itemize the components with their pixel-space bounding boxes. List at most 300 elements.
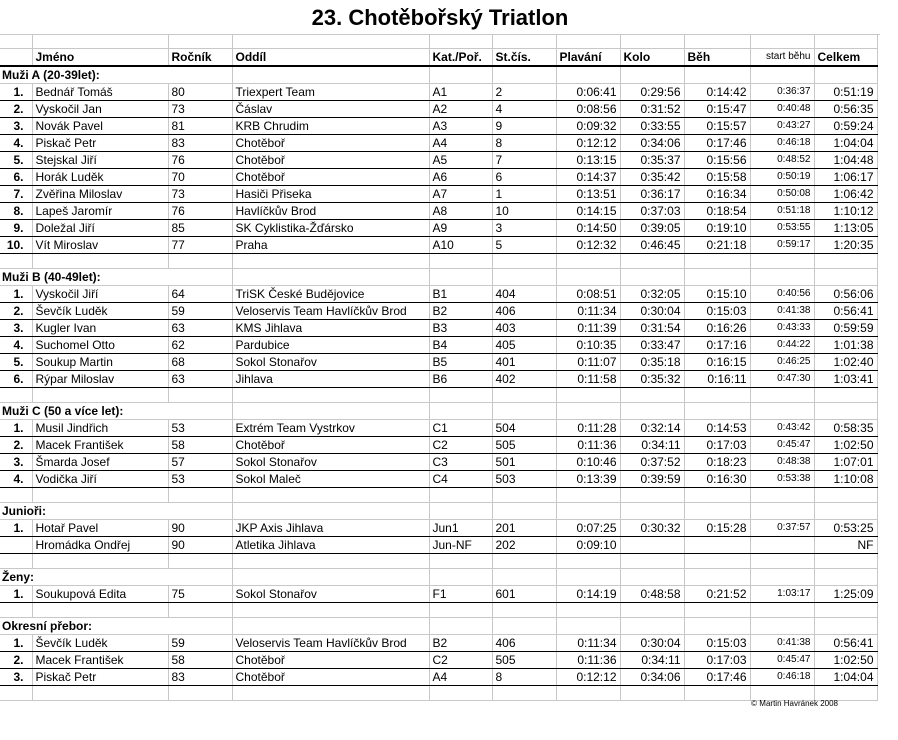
- start-number-cell: 8: [492, 135, 556, 152]
- empty-cell: [750, 554, 814, 569]
- empty-cell: [750, 488, 814, 503]
- club-cell: Triexpert Team: [232, 84, 429, 101]
- run-start-cell: 0:50:08: [750, 186, 814, 203]
- swim-time-cell: 0:11:07: [556, 354, 620, 371]
- swim-time-cell: 0:14:37: [556, 169, 620, 186]
- club-cell: Chotěboř: [232, 152, 429, 169]
- empty-cell: [232, 618, 429, 635]
- club-cell: SK Cyklistika-Žďársko: [232, 220, 429, 237]
- empty-cell: [750, 403, 814, 420]
- total-time-cell: 1:13:05: [814, 220, 877, 237]
- category-cell: B5: [429, 354, 492, 371]
- section-heading-row: [0, 66, 877, 84]
- rank-cell: 1.: [0, 520, 32, 537]
- empty-cell: [556, 503, 620, 520]
- name-cell: Ševčík Luděk: [32, 303, 168, 320]
- spacer-row: [0, 388, 877, 403]
- run-start-cell: 0:50:19: [750, 169, 814, 186]
- swim-time-cell: 0:14:15: [556, 203, 620, 220]
- empty-cell: [232, 569, 429, 586]
- run-start-cell: 0:41:38: [750, 635, 814, 652]
- empty-cell: [492, 254, 556, 269]
- total-time-cell: 1:02:50: [814, 437, 877, 454]
- year-cell: 58: [168, 437, 232, 454]
- rank-cell: 1.: [0, 420, 32, 437]
- total-time-cell: 1:06:17: [814, 169, 877, 186]
- category-cell: A4: [429, 669, 492, 686]
- start-number-cell: 6: [492, 169, 556, 186]
- club-cell: Praha: [232, 237, 429, 254]
- empty-cell: [620, 503, 684, 520]
- empty-cell: [168, 254, 232, 269]
- section-title: Muži A (20-39let):: [0, 66, 232, 84]
- year-cell: 63: [168, 320, 232, 337]
- table-row: [0, 635, 877, 652]
- run-time-cell: 0:21:18: [684, 237, 750, 254]
- bike-time-cell: 0:30:04: [620, 635, 684, 652]
- name-cell: Macek František: [32, 652, 168, 669]
- section-heading-row: [0, 269, 877, 286]
- run-start-cell: 1:03:17: [750, 586, 814, 603]
- category-cell: C2: [429, 437, 492, 454]
- table-row: [0, 520, 877, 537]
- empty-cell: [684, 503, 750, 520]
- club-cell: Pardubice: [232, 337, 429, 354]
- name-cell: Vít Miroslav: [32, 237, 168, 254]
- run-start-cell: 0:45:47: [750, 437, 814, 454]
- run-start-cell: 0:40:56: [750, 286, 814, 303]
- empty-cell: [168, 488, 232, 503]
- table-row: [0, 420, 877, 437]
- empty-cell: [32, 254, 168, 269]
- spacer-row: [0, 254, 877, 269]
- run-start-cell: 0:44:22: [750, 337, 814, 354]
- bike-time-cell: 0:30:32: [620, 520, 684, 537]
- table-row: [0, 203, 877, 220]
- swim-time-cell: 0:11:36: [556, 437, 620, 454]
- start-number-cell: 505: [492, 652, 556, 669]
- empty-cell: [429, 618, 492, 635]
- empty-cell: [232, 66, 429, 84]
- empty-cell: [556, 254, 620, 269]
- bike-time-cell: 0:31:52: [620, 101, 684, 118]
- empty-cell: [429, 269, 492, 286]
- total-time-cell: 0:56:35: [814, 101, 877, 118]
- empty-cell: [684, 403, 750, 420]
- bike-time-cell: 0:29:56: [620, 84, 684, 101]
- start-number-cell: 406: [492, 635, 556, 652]
- empty-cell: [814, 488, 877, 503]
- empty-cell: [620, 603, 684, 618]
- club-cell: JKP Axis Jihlava: [232, 520, 429, 537]
- name-cell: Lapeš Jaromír: [32, 203, 168, 220]
- empty-cell: [0, 603, 32, 618]
- name-cell: Doležal Jiří: [32, 220, 168, 237]
- start-number-cell: 8: [492, 669, 556, 686]
- start-number-cell: 4: [492, 101, 556, 118]
- table-row: [0, 354, 877, 371]
- category-cell: C1: [429, 420, 492, 437]
- empty-cell: [556, 488, 620, 503]
- rank-cell: 2.: [0, 101, 32, 118]
- start-number-cell: 601: [492, 586, 556, 603]
- empty-cell: [429, 569, 492, 586]
- total-time-cell: 0:58:35: [814, 420, 877, 437]
- rank-cell: 3.: [0, 669, 32, 686]
- run-time-cell: 0:15:47: [684, 101, 750, 118]
- run-time-cell: 0:15:10: [684, 286, 750, 303]
- rank-cell: 2.: [0, 303, 32, 320]
- empty-cell: [684, 388, 750, 403]
- empty-cell: [429, 403, 492, 420]
- bike-time-cell: 0:36:17: [620, 186, 684, 203]
- club-cell: Chotěboř: [232, 135, 429, 152]
- total-time-cell: 1:01:38: [814, 337, 877, 354]
- swim-time-cell: 0:11:39: [556, 320, 620, 337]
- run-start-cell: 0:45:47: [750, 652, 814, 669]
- section-title: Okresní přebor:: [0, 618, 232, 635]
- rank-cell: 2.: [0, 652, 32, 669]
- swim-time-cell: 0:14:19: [556, 586, 620, 603]
- run-start-cell: 0:43:33: [750, 320, 814, 337]
- name-cell: Rýpar Miloslav: [32, 371, 168, 388]
- empty-cell: [684, 686, 750, 701]
- empty-cell: [492, 503, 556, 520]
- empty-cell: [232, 488, 429, 503]
- name-cell: Vyskočil Jan: [32, 101, 168, 118]
- swim-time-cell: 0:11:36: [556, 652, 620, 669]
- run-time-cell: 0:17:03: [684, 437, 750, 454]
- header-category: Kat./Poř.: [429, 49, 492, 67]
- rank-cell: 7.: [0, 186, 32, 203]
- table-row: [0, 237, 877, 254]
- category-cell: A4: [429, 135, 492, 152]
- table-row: [0, 337, 877, 354]
- category-cell: B2: [429, 303, 492, 320]
- total-time-cell: 1:20:35: [814, 237, 877, 254]
- bike-time-cell: 0:32:14: [620, 420, 684, 437]
- header-run-start: start běhu: [750, 49, 814, 67]
- name-cell: Horák Luděk: [32, 169, 168, 186]
- swim-time-cell: 0:12:12: [556, 669, 620, 686]
- bike-time-cell: 0:46:45: [620, 237, 684, 254]
- empty-cell: [750, 254, 814, 269]
- table-row: [0, 437, 877, 454]
- table-row: [0, 101, 877, 118]
- empty-cell: [168, 603, 232, 618]
- header-run: Běh: [684, 49, 750, 67]
- total-time-cell: 0:59:24: [814, 118, 877, 135]
- empty-cell: [620, 388, 684, 403]
- total-time-cell: 1:06:42: [814, 186, 877, 203]
- name-cell: Vodička Jiří: [32, 471, 168, 488]
- rank-cell: 6.: [0, 169, 32, 186]
- swim-time-cell: 0:13:39: [556, 471, 620, 488]
- swim-time-cell: 0:10:46: [556, 454, 620, 471]
- club-cell: Jihlava: [232, 371, 429, 388]
- empty-cell: [684, 269, 750, 286]
- start-number-cell: 7: [492, 152, 556, 169]
- total-time-cell: 1:04:48: [814, 152, 877, 169]
- swim-time-cell: 0:11:34: [556, 303, 620, 320]
- empty-cell: [32, 554, 168, 569]
- empty-cell: [0, 488, 32, 503]
- rank-cell: 3.: [0, 118, 32, 135]
- name-cell: Piskač Petr: [32, 669, 168, 686]
- table-row: [0, 84, 877, 101]
- year-cell: 57: [168, 454, 232, 471]
- name-cell: Bednář Tomáš: [32, 84, 168, 101]
- start-number-cell: 1: [492, 186, 556, 203]
- spacer-row: [0, 488, 877, 503]
- start-number-cell: 504: [492, 420, 556, 437]
- run-start-cell: 0:53:38: [750, 471, 814, 488]
- run-time-cell: 0:15:03: [684, 303, 750, 320]
- run-start-cell: 0:40:48: [750, 101, 814, 118]
- table-row: [0, 320, 877, 337]
- name-cell: Hromádka Ondřej: [32, 537, 168, 554]
- year-cell: 64: [168, 286, 232, 303]
- run-time-cell: 0:15:57: [684, 118, 750, 135]
- bike-time-cell: [620, 537, 684, 554]
- swim-time-cell: 0:09:10: [556, 537, 620, 554]
- year-cell: 53: [168, 420, 232, 437]
- empty-cell: [620, 403, 684, 420]
- empty-cell: [750, 388, 814, 403]
- year-cell: 62: [168, 337, 232, 354]
- start-number-cell: 505: [492, 437, 556, 454]
- swim-time-cell: 0:08:56: [556, 101, 620, 118]
- run-start-cell: 0:43:42: [750, 420, 814, 437]
- empty-cell: [750, 603, 814, 618]
- empty-cell: [32, 686, 168, 701]
- swim-time-cell: 0:11:58: [556, 371, 620, 388]
- section-title: Junioři:: [0, 503, 232, 520]
- bike-time-cell: 0:35:18: [620, 354, 684, 371]
- spacer-row: [0, 34, 877, 49]
- start-number-cell: 202: [492, 537, 556, 554]
- section-heading-row: [0, 503, 877, 520]
- empty-cell: [814, 503, 877, 520]
- club-cell: Sokol Stonařov: [232, 354, 429, 371]
- table-row: [0, 286, 877, 303]
- swim-time-cell: 0:06:41: [556, 84, 620, 101]
- empty-cell: [556, 686, 620, 701]
- bike-time-cell: 0:34:11: [620, 437, 684, 454]
- section-title: Muži C (50 a více let):: [0, 403, 232, 420]
- empty-cell: [429, 488, 492, 503]
- empty-cell: [814, 269, 877, 286]
- empty-cell: [556, 554, 620, 569]
- bike-time-cell: 0:33:55: [620, 118, 684, 135]
- run-start-cell: [750, 537, 814, 554]
- run-time-cell: 0:21:52: [684, 586, 750, 603]
- empty-cell: [429, 254, 492, 269]
- empty-cell: [429, 66, 492, 84]
- bike-time-cell: 0:30:04: [620, 303, 684, 320]
- run-time-cell: 0:17:46: [684, 669, 750, 686]
- bike-time-cell: 0:35:42: [620, 169, 684, 186]
- rank-cell: 10.: [0, 237, 32, 254]
- year-cell: 53: [168, 471, 232, 488]
- copyright-note: © Martin Havránek 2008: [751, 699, 838, 708]
- category-cell: B6: [429, 371, 492, 388]
- empty-cell: [750, 569, 814, 586]
- empty-cell: [814, 618, 877, 635]
- empty-cell: [556, 66, 620, 84]
- empty-cell: [814, 254, 877, 269]
- header-start-number: St.čís.: [492, 49, 556, 67]
- empty-cell: [620, 618, 684, 635]
- year-cell: 59: [168, 635, 232, 652]
- year-cell: 83: [168, 135, 232, 152]
- rank-cell: 3.: [0, 454, 32, 471]
- run-start-cell: 0:53:55: [750, 220, 814, 237]
- empty-cell: [814, 554, 877, 569]
- empty-cell: [814, 603, 877, 618]
- rank-cell: 5.: [0, 354, 32, 371]
- run-time-cell: 0:16:11: [684, 371, 750, 388]
- table-row: [0, 169, 877, 186]
- empty-cell: [684, 569, 750, 586]
- swim-time-cell: 0:12:32: [556, 237, 620, 254]
- run-time-cell: 0:15:03: [684, 635, 750, 652]
- year-cell: 76: [168, 203, 232, 220]
- empty-cell: [232, 388, 429, 403]
- total-time-cell: 0:51:19: [814, 84, 877, 101]
- header-name: Jméno: [32, 49, 168, 67]
- empty-cell: [0, 554, 32, 569]
- header-rank: [0, 49, 32, 67]
- run-time-cell: 0:16:30: [684, 471, 750, 488]
- empty-cell: [429, 388, 492, 403]
- start-number-cell: 402: [492, 371, 556, 388]
- category-cell: F1: [429, 586, 492, 603]
- run-start-cell: 0:36:37: [750, 84, 814, 101]
- empty-cell: [684, 603, 750, 618]
- start-number-cell: 503: [492, 471, 556, 488]
- section-heading-row: [0, 569, 877, 586]
- total-time-cell: 1:04:04: [814, 669, 877, 686]
- empty-cell: [750, 269, 814, 286]
- total-time-cell: 0:59:59: [814, 320, 877, 337]
- total-time-cell: 1:10:12: [814, 203, 877, 220]
- swim-time-cell: 0:07:25: [556, 520, 620, 537]
- total-time-cell: 1:02:50: [814, 652, 877, 669]
- run-time-cell: 0:18:54: [684, 203, 750, 220]
- table-row: [0, 669, 877, 686]
- start-number-cell: 405: [492, 337, 556, 354]
- run-time-cell: 0:16:34: [684, 186, 750, 203]
- empty-cell: [556, 603, 620, 618]
- category-cell: B3: [429, 320, 492, 337]
- bike-time-cell: 0:33:47: [620, 337, 684, 354]
- bike-time-cell: 0:37:52: [620, 454, 684, 471]
- run-time-cell: 0:15:58: [684, 169, 750, 186]
- bike-time-cell: 0:35:32: [620, 371, 684, 388]
- start-number-cell: 9: [492, 118, 556, 135]
- swim-time-cell: 0:11:28: [556, 420, 620, 437]
- year-cell: 63: [168, 371, 232, 388]
- start-number-cell: 404: [492, 286, 556, 303]
- empty-cell: [232, 269, 429, 286]
- empty-cell: [684, 618, 750, 635]
- start-number-cell: 5: [492, 237, 556, 254]
- club-cell: Čáslav: [232, 101, 429, 118]
- empty-cell: [492, 686, 556, 701]
- rank-cell: 8.: [0, 203, 32, 220]
- empty-cell: [492, 388, 556, 403]
- total-time-cell: 1:04:04: [814, 135, 877, 152]
- total-time-cell: 1:25:09: [814, 586, 877, 603]
- category-cell: A7: [429, 186, 492, 203]
- empty-cell: [492, 269, 556, 286]
- run-start-cell: 0:47:30: [750, 371, 814, 388]
- club-cell: Chotěboř: [232, 669, 429, 686]
- empty-cell: [232, 554, 429, 569]
- spacer-row: [0, 686, 877, 701]
- run-time-cell: 0:19:10: [684, 220, 750, 237]
- empty-cell: [620, 686, 684, 701]
- start-number-cell: 401: [492, 354, 556, 371]
- table-row: [0, 586, 877, 603]
- table-row: [0, 135, 877, 152]
- run-time-cell: 0:17:46: [684, 135, 750, 152]
- total-time-cell: 1:02:40: [814, 354, 877, 371]
- club-cell: KRB Chrudim: [232, 118, 429, 135]
- table-row: [0, 303, 877, 320]
- category-cell: A8: [429, 203, 492, 220]
- section-title: Muži B (40-49let):: [0, 269, 232, 286]
- year-cell: 77: [168, 237, 232, 254]
- category-cell: A5: [429, 152, 492, 169]
- rank-cell: 1.: [0, 635, 32, 652]
- bike-time-cell: 0:37:03: [620, 203, 684, 220]
- category-cell: A2: [429, 101, 492, 118]
- empty-cell: [232, 603, 429, 618]
- year-cell: 83: [168, 669, 232, 686]
- empty-cell: [0, 388, 32, 403]
- total-time-cell: 0:56:41: [814, 635, 877, 652]
- header-club: Oddíl: [232, 49, 429, 67]
- run-time-cell: 0:16:26: [684, 320, 750, 337]
- year-cell: 90: [168, 520, 232, 537]
- year-cell: 58: [168, 652, 232, 669]
- header-swim: Plavání: [556, 49, 620, 67]
- empty-cell: [814, 569, 877, 586]
- table-row: [0, 537, 877, 554]
- club-cell: Extrém Team Vystrkov: [232, 420, 429, 437]
- name-cell: Piskač Petr: [32, 135, 168, 152]
- club-cell: Sokol Maleč: [232, 471, 429, 488]
- run-time-cell: 0:17:03: [684, 652, 750, 669]
- table-row: [0, 152, 877, 169]
- run-time-cell: 0:16:15: [684, 354, 750, 371]
- rank-cell: 5.: [0, 152, 32, 169]
- name-cell: Zvěřina Miloslav: [32, 186, 168, 203]
- swim-time-cell: 0:09:32: [556, 118, 620, 135]
- start-number-cell: 201: [492, 520, 556, 537]
- total-time-cell: 0:56:06: [814, 286, 877, 303]
- rank-cell: 2.: [0, 437, 32, 454]
- empty-cell: [232, 254, 429, 269]
- empty-cell: [492, 554, 556, 569]
- category-cell: C4: [429, 471, 492, 488]
- swim-time-cell: 0:10:35: [556, 337, 620, 354]
- club-cell: Chotěboř: [232, 652, 429, 669]
- empty-cell: [620, 269, 684, 286]
- year-cell: 70: [168, 169, 232, 186]
